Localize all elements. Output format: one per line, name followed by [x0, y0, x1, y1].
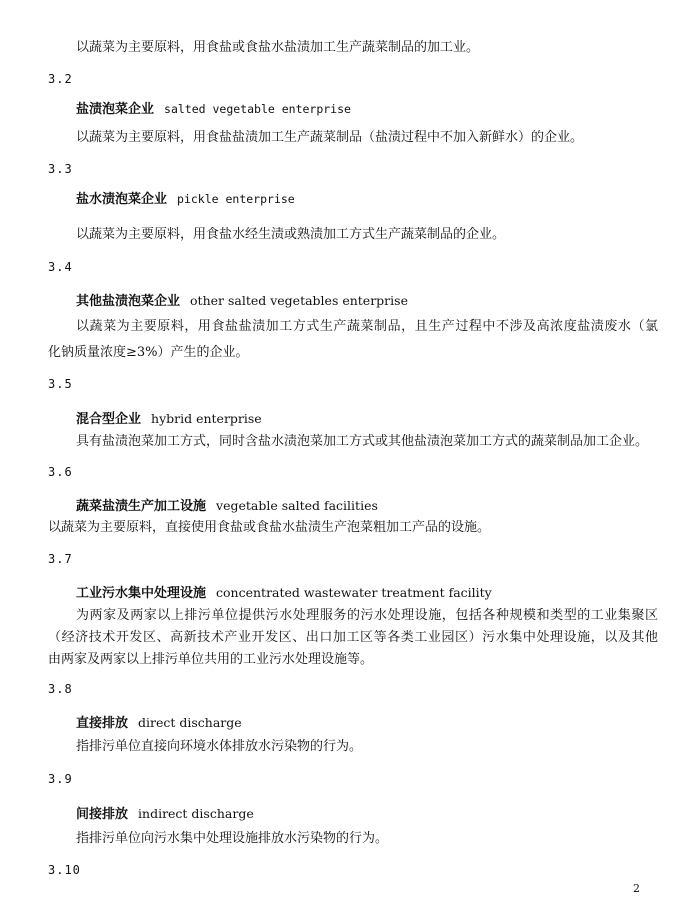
- term-zh: 其他盐渍泡菜企业: [76, 294, 181, 309]
- page-number: 2: [633, 882, 640, 895]
- term-en: indirect discharge: [138, 806, 254, 821]
- term-heading: [76, 293, 408, 310]
- section-number: 3.7: [48, 552, 73, 566]
- term-en: vegetable salted facilities: [216, 498, 378, 513]
- term-zh: 蔬菜盐渍生产加工设施: [76, 499, 207, 514]
- term-definition: 以蔬菜为主要原料，用食盐盐渍加工方式生产蔬菜制品，且生产过程中不涉及高浓度盐渍废水（氯: [76, 319, 658, 334]
- term-definition: 为两家及两家以上排污单位提供污水处理服务的污水处理设施，包括各种规模和类型的工业集聚区: [76, 608, 658, 623]
- term-heading: [76, 585, 492, 602]
- term-heading: [76, 101, 351, 118]
- term-definition: 以蔬菜为主要原料，用食盐水经生渍或熟渍加工方式生产蔬菜制品的企业。: [76, 227, 506, 242]
- section-number: 3.8: [48, 682, 73, 696]
- term-definition-continued: 化钠质量浓度≥3%）产生的企业。: [48, 345, 249, 360]
- term-en: salted vegetable enterprise: [164, 102, 351, 116]
- term-heading: [76, 498, 378, 515]
- term-zh: 盐渍泡菜企业: [76, 102, 155, 117]
- term-zh: 工业污水集中处理设施: [76, 586, 207, 601]
- section-number: 3.5: [48, 377, 73, 391]
- term-definition-continued: （经济技术开发区、高新技术产业开发区、出口加工区等各类工业园区）污水集中处理设施，以及其他: [48, 630, 658, 645]
- term-en: other salted vegetables enterprise: [190, 293, 408, 308]
- section-number: 3.2: [48, 72, 73, 86]
- section-number: 3.6: [48, 465, 73, 479]
- section-number: 3.3: [48, 162, 73, 176]
- term-heading: [76, 191, 295, 208]
- term-zh: 间接排放: [76, 807, 129, 822]
- term-en: hybrid enterprise: [151, 411, 262, 426]
- term-definition: 具有盐渍泡菜加工方式，同时含盐水渍泡菜加工方式或其他盐渍泡菜加工方式的蔬菜制品加工企业。: [76, 434, 649, 449]
- term-zh: 混合型企业: [76, 412, 142, 427]
- term-heading: [76, 715, 242, 732]
- term-zh: 盐水渍泡菜企业: [76, 192, 168, 207]
- term-en: direct discharge: [138, 715, 242, 730]
- term-heading: [76, 806, 254, 823]
- term-en: concentrated wastewater treatment facility: [216, 585, 492, 600]
- term-heading: [76, 411, 262, 428]
- section-number: 3.9: [48, 772, 73, 786]
- section-number: 3.10: [48, 863, 81, 877]
- term-zh: 直接排放: [76, 716, 129, 731]
- term-definition: 以蔬菜为主要原料，直接使用食盐或食盐水盐渍生产泡菜粗加工产品的设施。: [48, 520, 491, 535]
- intro-definition: 以蔬菜为主要原料，用食盐或食盐水盐渍加工生产蔬菜制品的加工业。: [76, 40, 480, 55]
- term-definition-continued: 由两家及两家以上排污单位共用的工业污水处理设施等。: [48, 652, 374, 667]
- term-definition: 指排污单位向污水集中处理设施排放水污染物的行为。: [76, 831, 389, 846]
- term-definition: 指排污单位直接向环境水体排放水污染物的行为。: [76, 739, 363, 754]
- term-definition: 以蔬菜为主要原料，用食盐盐渍加工生产蔬菜制品（盐渍过程中不加入新鲜水）的企业。: [76, 130, 584, 145]
- term-en: pickle enterprise: [177, 192, 295, 206]
- section-number: 3.4: [48, 260, 73, 274]
